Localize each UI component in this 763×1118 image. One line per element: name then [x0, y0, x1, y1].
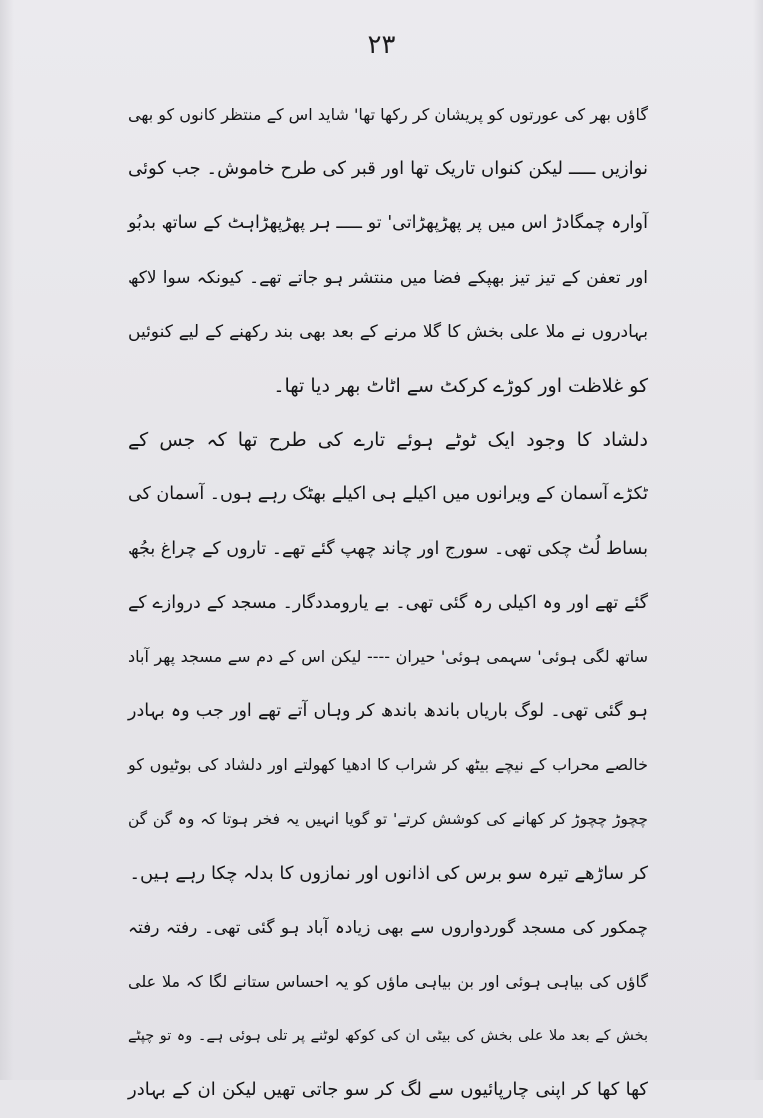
text-line: اور تعفن کے تیز تیز بھپکے فضا میں منتشر ہو جاتے تھے۔ کیونکہ سوا لاکھ [128, 267, 648, 288]
text-line: خالصے محراب کے نیچے بیٹھ کر شراب کا ادھیا کھولتے اور دلشاد کی بوٹیوں کو [128, 755, 648, 775]
text-line: کھا کھا کر اپنی چارپائیوں سے لگ کر سو جاتی تھیں لیکن ان کے بہادر [128, 1079, 648, 1101]
page-number: ۲۳ [367, 30, 396, 60]
text-line: ہو گئی تھی۔ لوگ باریاں باندھ باندھ کر وہاں آتے تھے اور جب وہ بہادر [128, 701, 648, 722]
text-line: بخش کے بعد ملا علی بخش کی بیٹی ان کی کوکھ لوٹنے پر تلی ہوئی ہے۔ وہ تو چپٹے [128, 1028, 648, 1045]
text-line: گاؤں بھر کی عورتوں کو پریشان کر رکھا تھا' شاید اس کے منتظر کانوں کو بھی [128, 105, 648, 124]
text-line: ٹکڑے آسمان کے ویرانوں میں اکیلے ہی اکیلے بھٹک رہے ہوں۔ آسمان کی [127, 484, 648, 505]
text-line: کر ساڑھے تیرہ سو برس کی اذانوں اور نمازوں کا بدلہ چکا رہے ہیں۔ [129, 862, 648, 884]
text-line: کو غلاظت اور کوڑے کرکٹ سے اٹاٹ بھر دیا تھا۔ [273, 374, 648, 397]
text-line: ساتھ لگی ہوئی' سہمی ہوئی' حیران ---- لیکن اس کے دم سے مسجد پھر آباد [128, 646, 648, 666]
text-line: چچوڑ چچوڑ کر کھانے کی کوشش کرتے' تو گویا انہیں یہ فخر ہوتا کہ وہ گن گن [128, 810, 648, 829]
text-line: نوازیں ـــــ لیکن کنواں تاریک تھا اور قبر کی طرح خاموش۔ جب کوئی [128, 158, 648, 180]
text-line: آوارہ چمگادڑ اس میں پر پھڑپھڑاتی' تو ـــــ ہر پھڑپھڑاہٹ کے ساتھ بدبُو [128, 213, 648, 234]
text-line: گاؤں کی بیاہی ہوئی اور بن بیاہی ماؤں کو یہ احساس ستانے لگا کہ ملا علی [128, 972, 648, 991]
text-line: چمکور کی مسجد گوردواروں سے بھی زیادہ آباد ہو گئی تھی۔ رفتہ رفتہ [128, 917, 648, 938]
text-line: بہادروں نے ملا علی بخش کا گلا مرنے کے بعد بھی بند رکھنے کے لیے کنوئیں [128, 321, 648, 342]
text-line: دلشاد کا وجود ایک ٹوٹے ہوئے تارے کی طرح تھا کہ جس کے [128, 429, 648, 452]
page-text-body [128, 88, 648, 1118]
text-line: بساط لُٹ چکی تھی۔ سورج اور چاند چھپ گئے تھے۔ تاروں کے چراغ بجُھ [127, 538, 648, 559]
text-line: گئے تھے اور وہ اکیلی رہ گئی تھی۔ بے یارومددگار۔ مسجد کے دروازے کے [128, 592, 648, 613]
